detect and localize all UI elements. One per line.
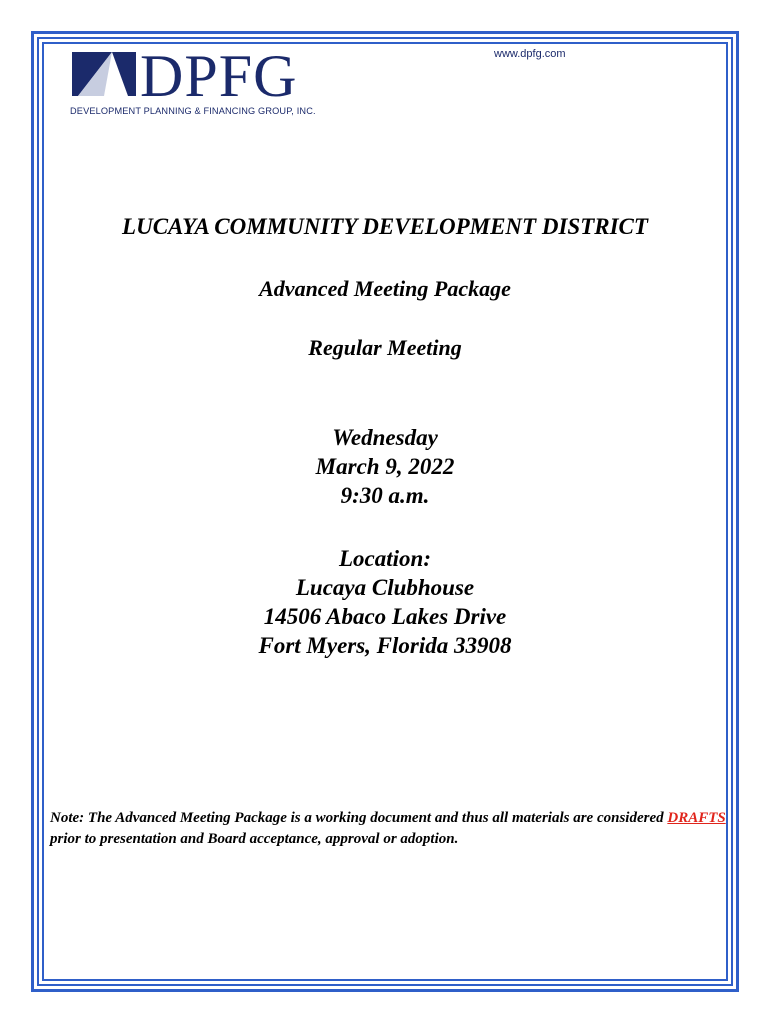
location-venue: Lucaya Clubhouse xyxy=(295,575,475,600)
meeting-time: 9:30 a.m. xyxy=(340,483,430,508)
dpfg-logo-mark xyxy=(70,44,340,104)
meeting-day: Wednesday xyxy=(332,425,438,450)
location-label: Location: xyxy=(339,546,431,571)
draft-note xyxy=(50,808,730,850)
package-type: Advanced Meeting Package xyxy=(259,276,511,301)
svg-text:DPFG: DPFG xyxy=(140,44,298,104)
drafts-highlight: DRAFTS xyxy=(667,810,726,826)
meeting-location xyxy=(0,544,770,660)
meeting-date: March 9, 2022 xyxy=(315,454,455,479)
meeting-schedule xyxy=(0,423,770,510)
location-street: 14506 Abaco Lakes Drive xyxy=(263,604,507,629)
note-suffix: prior to presentation and Board acceptance, approval or adoption. xyxy=(50,831,459,847)
note-prefix: Note: The Advanced Meeting Package is a working document and thus all materials are considered xyxy=(50,810,668,826)
company-tagline: DEVELOPMENT PLANNING & FINANCING GROUP, INC. xyxy=(70,106,316,116)
website-url: www.dpfg.com xyxy=(494,48,566,60)
location-city: Fort Myers, Florida 33908 xyxy=(258,633,512,658)
meeting-type: Regular Meeting xyxy=(308,335,462,360)
district-title: LUCAYA COMMUNITY DEVELOPMENT DISTRICT xyxy=(122,214,648,239)
dpfg-logo xyxy=(70,44,340,124)
